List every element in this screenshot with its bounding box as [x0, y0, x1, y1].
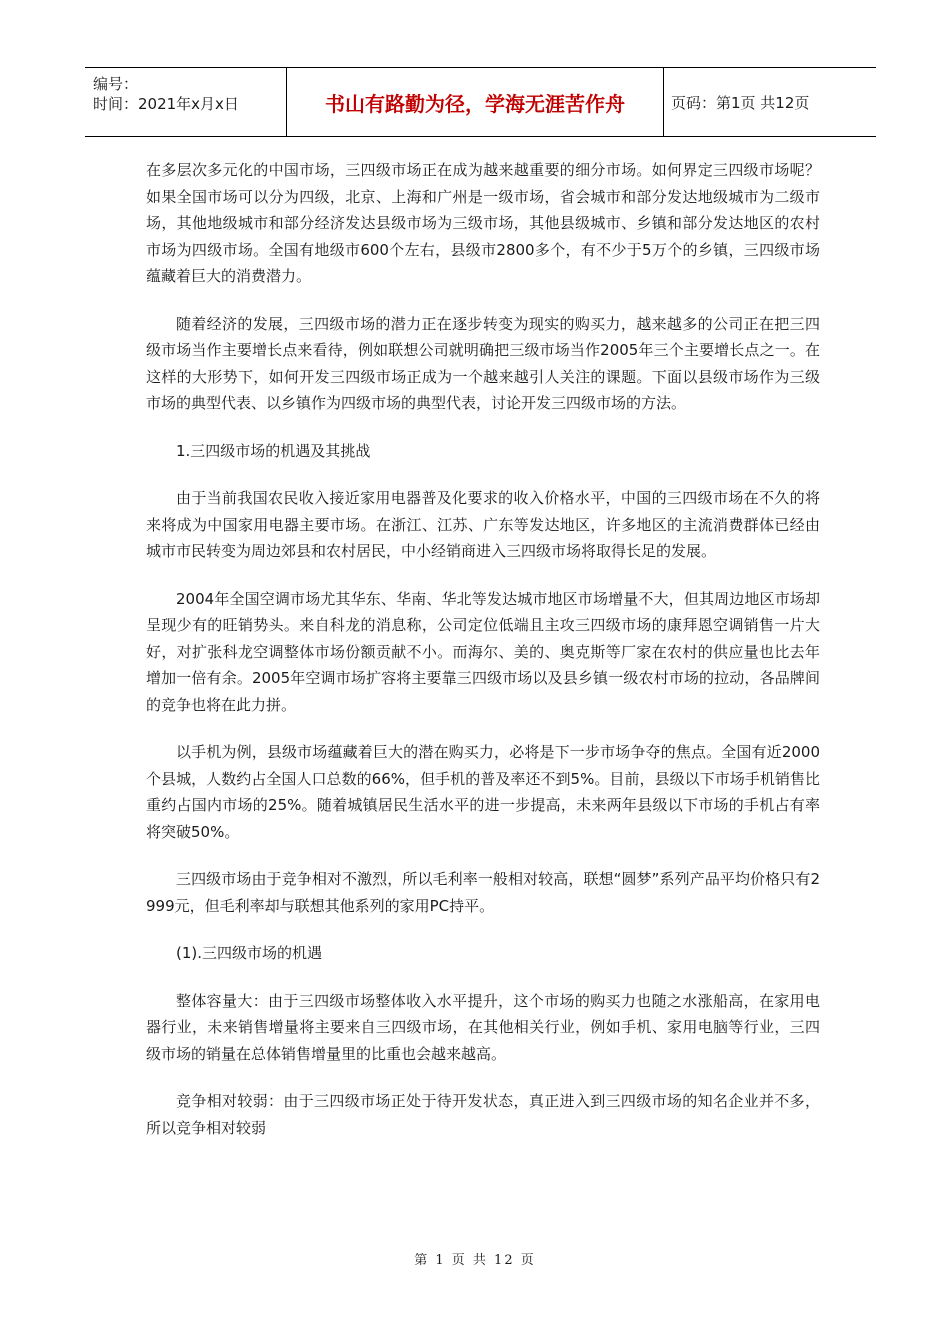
doc-number-label: 编号：	[93, 75, 139, 93]
paragraph-2: 随着经济的发展，三四级市场的潜力正在逐步转变为现实的购买力，越来越多的公司正在把三四级市场当作主要增长点来看待，例如联想公司就明确把三级市场当作2005年三个主要增长点之一。在这样的大形势下，如何开发三四级市场正成为一个越来越引人关注的课题。下面以县级市场作为三级市场的典型代表、以乡镇作为四级市场的典型代表，讨论开发三四级市场的方法。	[146, 314, 820, 412]
page-footer: 第 1 页 共 12 页	[414, 1253, 536, 1268]
paragraph-8: 竞争相对较弱：由于三四级市场正处于待开发状态，真正进入到三四级市场的知名企业并不多，所以竞争相对较弱	[146, 1092, 820, 1137]
header-motto-cell	[286, 68, 664, 136]
header-page-info: 页码：第1页 共12页	[671, 94, 810, 112]
header-motto: 书山有路勤为径，学海无涯苦作舟	[325, 92, 625, 116]
page-header	[85, 67, 876, 137]
paragraph-6: 三四级市场由于竞争相对不激烈，所以毛利率一般相对较高，联想“圆梦”系列产品平均价格只有2999元，但毛利率却与联想其他系列的家用PC持平。	[146, 870, 820, 915]
header-page-cell	[663, 68, 876, 136]
paragraph-3: 由于当前我国农民收入接近家用电器普及化要求的收入价格水平，中国的三四级市场在不久的将来将成为中国家用电器主要市场。在浙江、江苏、广东等发达地区，许多地区的主流消费群体已经由城市市民转变为周边郊县和农村居民，中小经销商进入三四级市场将取得长足的发展。	[146, 489, 820, 560]
paragraph-7: 整体容量大：由于三四级市场整体收入水平提升，这个市场的购买力也随之水涨船高，在家用电器行业，未来销售增量将主要来自三四级市场，在其他相关行业，例如手机、家用电脑等行业，三四级市场的销量在总体销售增量里的比重也会越来越高。	[146, 991, 820, 1063]
paragraph-5: 以手机为例，县级市场蕴藏着巨大的潜在购买力，必将是下一步市场争夺的焦点。全国有近2000个县城，人数约占全国人口总数的66%，但手机的普及率还不到5%。目前，县级以下市场手机销售比重约占国内市场的25%。随着城镇居民生活水平的进一步提高，未来两年县级以下市场的手机占有率将突破50%。	[146, 743, 820, 841]
section-heading-1: 1.三四级市场的机遇及其挑战	[176, 441, 371, 460]
doc-time-label: 时间：2021年x月x日	[93, 95, 239, 113]
header-meta-cell	[85, 68, 285, 136]
paragraph-1: 在多层次多元化的中国市场，三四级市场正在成为越来越重要的细分市场。如何界定三四级市场呢？如果全国市场可以分为四级，北京、上海和广州是一级市场，省会城市和部分发达地级城市为二级市场，其他地级城市和部分经济发达县级市场为三级市场，其他县级城市、乡镇和部分发达地区的农村市场为四级市场。全国有地级市600个左右，县级市2800多个，有不少于5万个的乡镇，三四级市场蕴藏着巨大的消费潜力。	[146, 161, 820, 285]
paragraph-4: 2004年全国空调市场尤其华东、华南、华北等发达城市地区市场增量不大，但其周边地区市场却呈现少有的旺销势头。来自科龙的消息称，公司定位低端且主攻三四级市场的康拜恩空调销售一片大好，对扩张科龙空调整体市场份额贡献不小。而海尔、美的、奥克斯等厂家在农村的供应量也比去年增加一倍有余。2005年空调市场扩容将主要靠三四级市场以及县乡镇一级农村市场的拉动，各品牌间的竞争也将在此力拼。	[146, 589, 820, 714]
document-body	[146, 157, 820, 1162]
section-heading-2: (1).三四级市场的机遇	[176, 944, 323, 962]
